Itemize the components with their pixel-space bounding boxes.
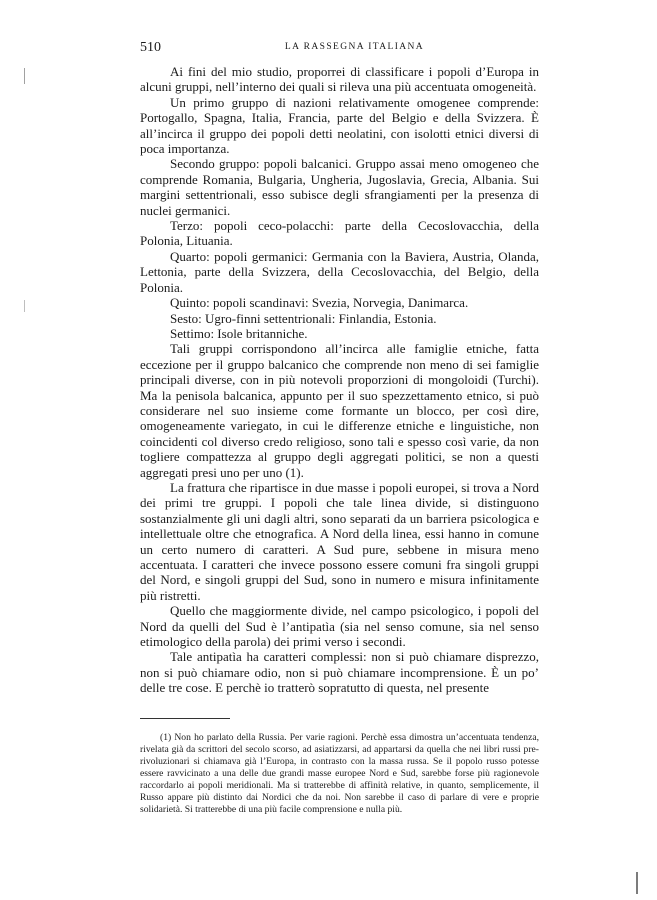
paragraph-ethnic-families: Tali gruppi corrispondono all’incirca alle famiglie etniche, fatta eccezione per il gruppo balcanico che comprende non meno di sei famiglie principali diverse, con in più notevoli proporzioni di mongoloidi (Turchi). Ma la penisola balcanica, appunto per il suo spezzettamento etnico, si può considerare nel suo insieme come formante un blocco, per così dire, omogeneamente variegato, in cui le differenze etniche e linguistiche, non coincidenti col diverso credo religioso, sono tali e spesso così varie, da non togliere compattezza al gruppo degli aggregati politici, se non a questi aggregati presi uno per uno (1).: [140, 341, 539, 480]
paragraph-fracture: La frattura che ripartisce in due masse i popoli europei, si trova a Nord dei primi tre gruppi. I popoli che tale linea divide, si distinguono sostanzialmente gli uni dagli altri, sono separati da un barriera psicologica e intellettuale oltre che etnografica. A Nord della linea, essi hanno in comune un certo numero di caratteri. A Sud pure, sebbene in misura meno accentuata. I caratteri che invece possono essere comuni fra singoli gruppi del Nord, e singoli gruppi del Sud, sono in numero e misura infinitamente più ristretti.: [140, 479, 539, 603]
paragraph-group-3: Terzo: popoli ceco-polacchi: parte della Cecoslovacchia, della Polonia, Lituania.: [140, 218, 539, 249]
paragraph-group-6: Sesto: Ugro-finni settentrionali: Finlandia, Estonia.: [170, 310, 437, 326]
scan-mark-left-lower: [24, 300, 25, 312]
scan-mark-left: [24, 68, 25, 84]
running-head: [140, 40, 539, 58]
paragraph-antipathy: Quello che maggiormente divide, nel campo psicologico, i popoli del Nord da quelli del Sud è l’antipatìa (sia nel senso comune, sia nel senso etimologico della parola) dei primi verso i secondi.: [140, 603, 539, 650]
page-number: 510: [140, 40, 161, 55]
scan-mark-right: [636, 872, 638, 894]
paragraph-group-7: Settimo: Isole britanniche.: [170, 325, 308, 341]
body-text: [140, 64, 539, 696]
footnote: (1) Non ho parlato della Russia. Per varie ragioni. Perchè essa dimostra un’accentuata tendenza, rivelata già da scrittori del secolo scorso, ad asiatizzarsi, ad appartarsi da quella che nei libri russi pre-rivoluzionari si chiamava già l’Europa, in contrasto con la massa russa. Se il popolo russo potesse essere ravvicinato a una delle due grandi masse europee Nord e Sud, sarebbe forse più ragionevole raccordarlo ai popoli meridionali. Ma si tratterebbe di affinità relative, in quanto, semplicemente, il Russo appare più distinto dai Nordici che da noi. Non sarebbe il caso di parlare di vere e proprie solidarietà. Si tratterebbe di una più facile comprensione e nulla più.: [140, 731, 539, 816]
footnote-rule: [140, 718, 230, 719]
paragraph-antipathy-character: Tale antipatìa ha caratteri complessi: non si può chiamare disprezzo, non si può chiamare odio, non si può chiamare incomprensione. È un po’ delle tre cose. E perchè io tratterò sopratutto di questa, nel presente: [140, 649, 539, 696]
page: [140, 40, 539, 816]
paragraph-group-1: Un primo gruppo di nazioni relativamente omogenee comprende: Portogallo, Spagna, Italia, Francia, parte del Belgio e della Svizzera. È all’incirca il gruppo dei popoli detti neolatini, con isolotti etnici diversi di poca importanza.: [140, 94, 539, 157]
paragraph-group-2: Secondo gruppo: popoli balcanici. Gruppo assai meno omogeneo che comprende Romania, Bulgaria, Ungheria, Jugoslavia, Grecia, Albania. Sui margini settentrionali, esso subisce degli sfrangiamenti per la presenza di nuclei germanici.: [140, 156, 539, 218]
journal-title: LA RASSEGNA ITALIANA: [284, 42, 425, 52]
paragraph-group-4: Quarto: popoli germanici: Germania con la Baviera, Austria, Olanda, Lettonia, parte della Svizzera, della Cecoslovacchia, del Belgio, della Polonia.: [140, 248, 539, 295]
paragraph-group-5: Quinto: popoli scandinavi: Svezia, Norvegia, Danimarca.: [170, 295, 469, 311]
paragraph-intro: Ai fini del mio studio, proporrei di classificare i popoli d’Europa in alcuni gruppi, nell’interno dei quali si rileva una più accentuata omogeneità.: [140, 64, 539, 95]
